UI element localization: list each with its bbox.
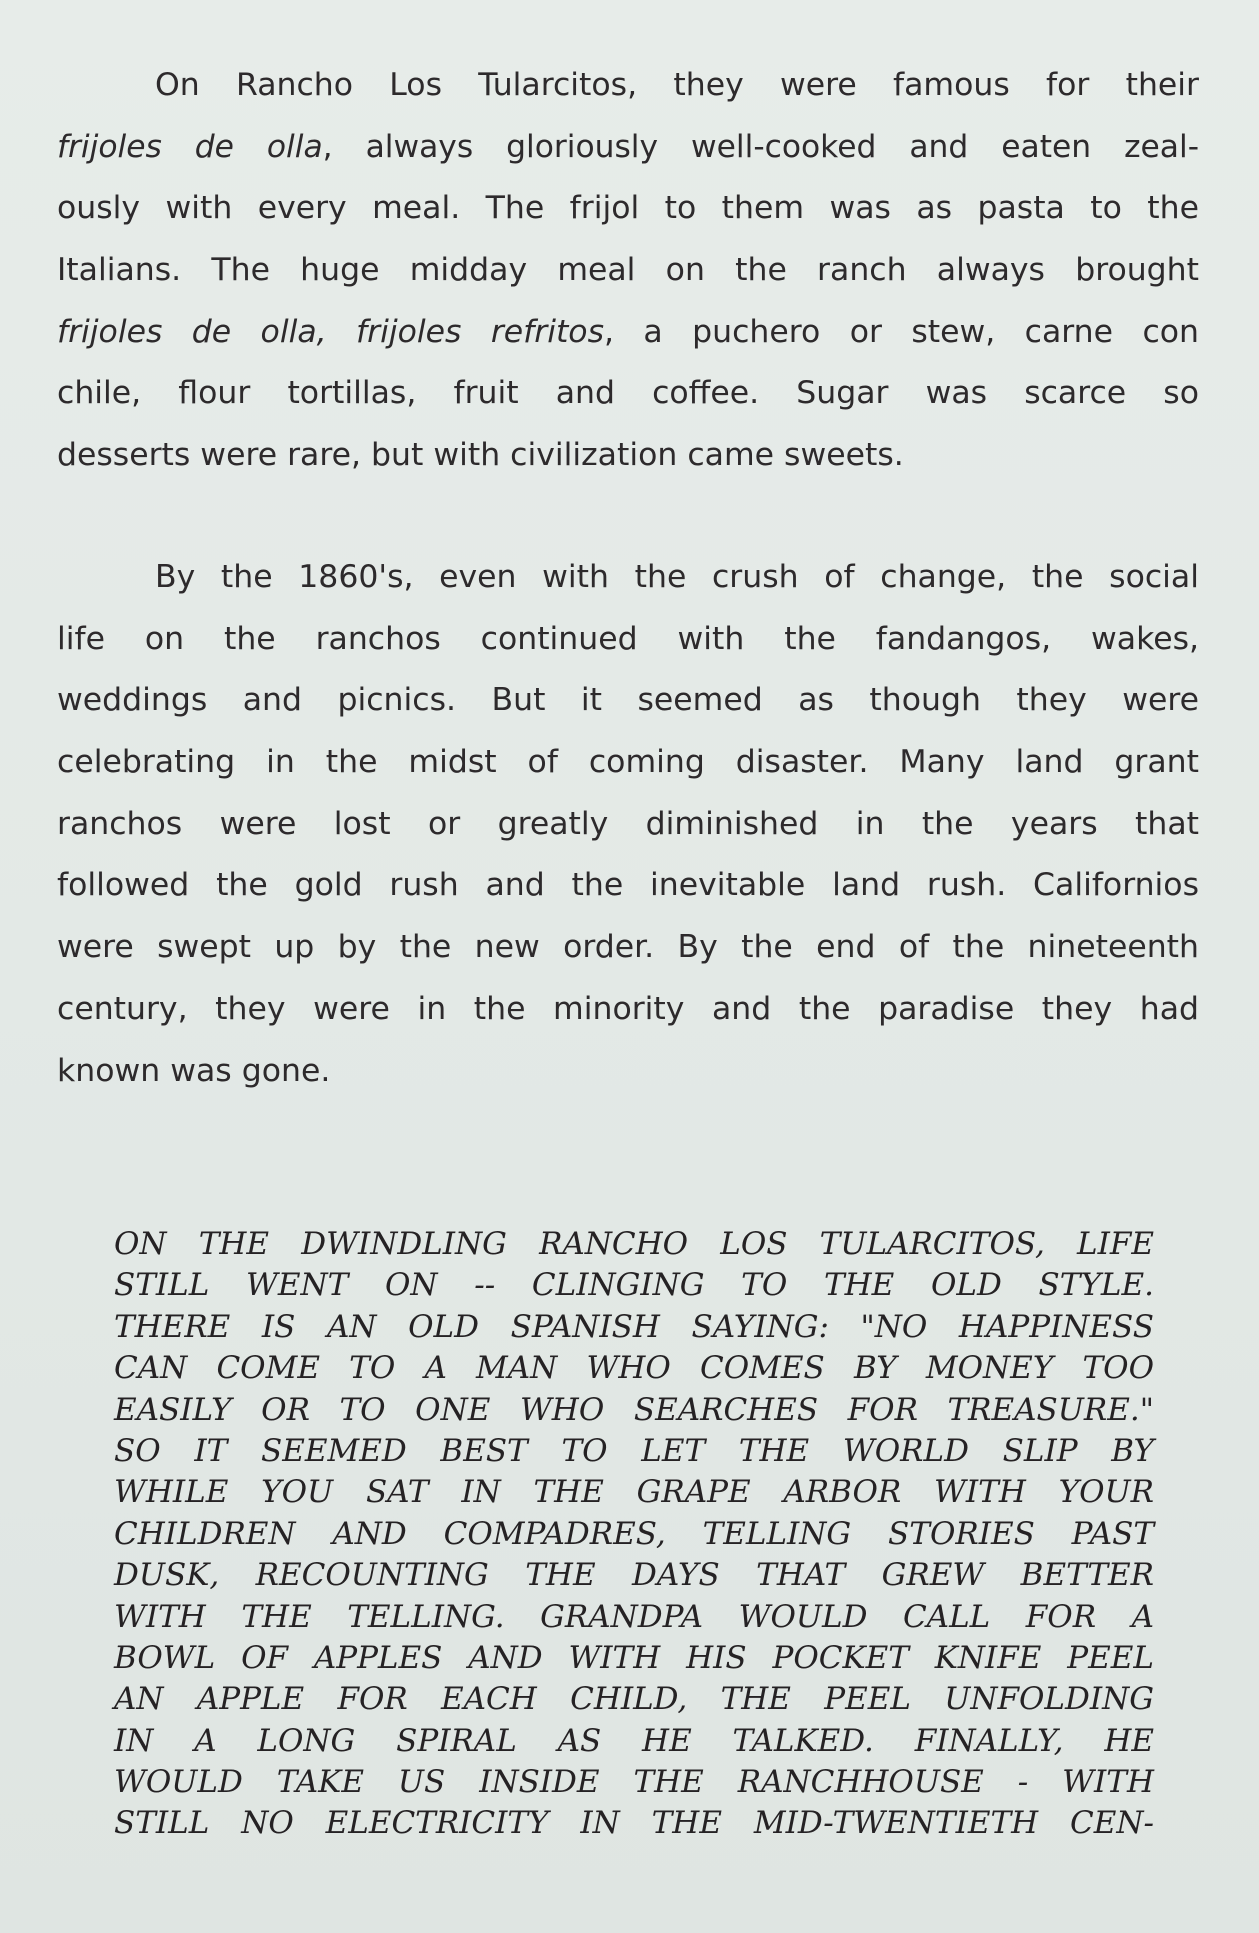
caption-line: STILL NO ELECTRICITY IN THE MID-TWENTIETH CEN- — [114, 1805, 1154, 1842]
text-line: chile, flour tortillas, fruit and coffee. Sugar was scarce so — [57, 375, 1199, 412]
caption-line: ON THE DWINDLING RANCHO LOS TULARCITOS, LIFE — [114, 1226, 1154, 1262]
paragraph-frijoles — [57, 55, 1199, 487]
caption-line: STILL WENT ON -- CLINGING TO THE OLD STYLE. — [114, 1267, 1154, 1304]
text-line: frijoles de olla, frijoles refritos, a puchero or stew, carne con — [57, 313, 1199, 350]
caption-line: EASILY OR TO ONE WHO SEARCHES FOR TREASURE." — [114, 1391, 1154, 1428]
text-line: were swept up by the new order. By the end of the nineteenth — [57, 929, 1199, 966]
text-line: ously with every meal. The frijol to them was as pasta to the — [57, 190, 1199, 227]
caption-line: IN A LONG SPIRAL AS HE TALKED. FINALLY, HE — [114, 1722, 1154, 1759]
caption-line: WITH THE TELLING. GRANDPA WOULD CALL FOR A — [114, 1598, 1154, 1635]
text-line: desserts were rare, but with civilization came sweets. — [57, 437, 904, 474]
paragraph-1860s — [57, 547, 1199, 1102]
caption-line: BOWL OF APPLES AND WITH HIS POCKET KNIFE PEEL — [114, 1639, 1154, 1676]
caption-line: THERE IS AN OLD SPANISH SAYING: "NO HAPPINESS — [114, 1308, 1154, 1345]
caption-line: DUSK, RECOUNTING THE DAYS THAT GREW BETTER — [114, 1557, 1154, 1594]
caption-line: CAN COME TO A MAN WHO COMES BY MONEY TOO — [114, 1350, 1154, 1387]
text-line: frijoles de olla, always gloriously well-cooked and eaten zeal- — [57, 128, 1200, 165]
caption-line: SO IT SEEMED BEST TO LET THE WORLD SLIP BY — [114, 1432, 1154, 1469]
text-line: weddings and picnics. But it seemed as though they were — [57, 682, 1199, 719]
caption-line: CHILDREN AND COMPADRES, TELLING STORIES PAST — [114, 1515, 1154, 1552]
caption-line: WOULD TAKE US INSIDE THE RANCHHOUSE - WITH — [114, 1764, 1154, 1801]
text-line: century, they were in the minority and the paradise they had — [57, 990, 1199, 1027]
text-line: life on the ranchos continued with the fandangos, wakes, — [57, 620, 1199, 657]
italic-caption-block — [114, 1224, 1154, 1845]
text-line: ranchos were lost or greatly diminished in the years that — [57, 805, 1199, 842]
text-line: Italians. The huge midday meal on the ranch always brought — [57, 252, 1199, 289]
caption-line: AN APPLE FOR EACH CHILD, THE PEEL UNFOLDING — [114, 1681, 1154, 1718]
caption-line: WHILE YOU SAT IN THE GRAPE ARBOR WITH YOUR — [114, 1474, 1154, 1511]
text-line: On Rancho Los Tularcitos, they were famous for their — [155, 67, 1199, 103]
text-line: celebrating in the midst of coming disaster. Many land grant — [57, 744, 1199, 781]
text-line: followed the gold rush and the inevitable land rush. Californios — [57, 867, 1199, 904]
text-line: By the 1860's, even with the crush of change, the social — [155, 559, 1199, 595]
text-line: known was gone. — [57, 1052, 331, 1089]
